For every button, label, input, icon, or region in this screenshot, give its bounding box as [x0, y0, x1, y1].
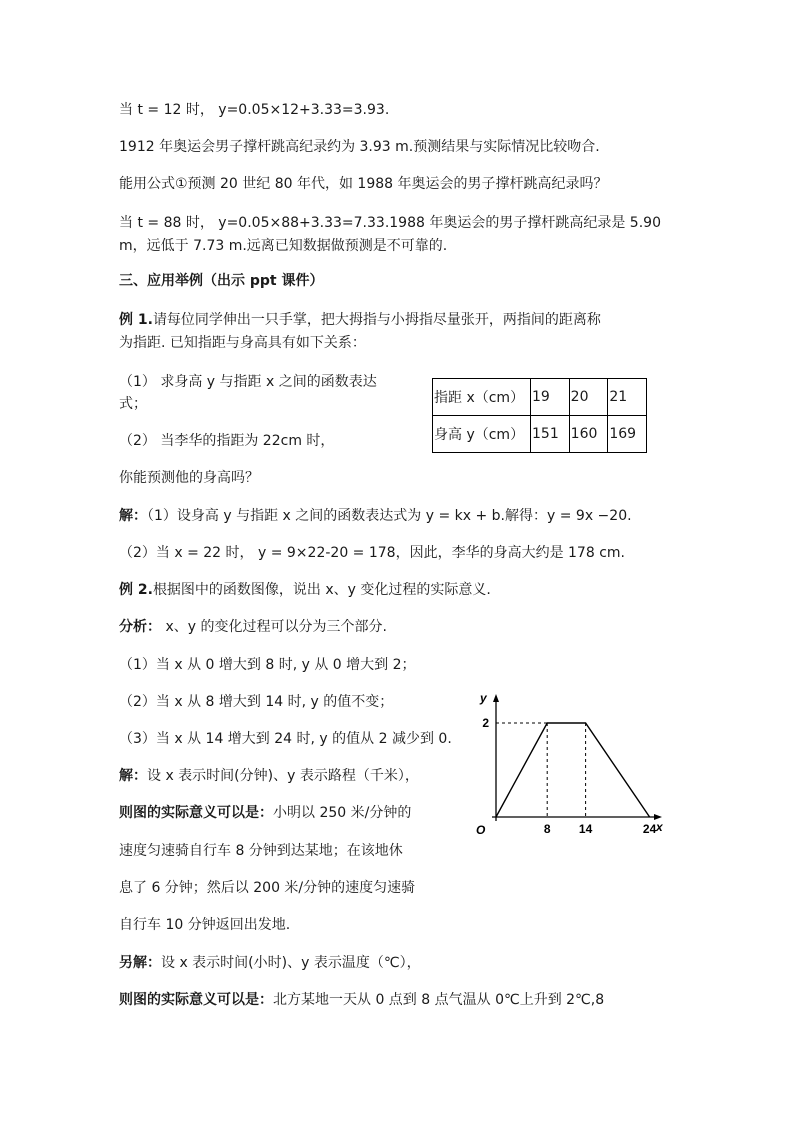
- solution-label: 解：: [119, 508, 147, 524]
- origin-label: O: [476, 823, 486, 837]
- y-axis-arrow: [493, 694, 499, 702]
- guide-lines: [496, 723, 586, 817]
- example1-line1: [119, 310, 601, 330]
- meaning-text-c: 息了 6 分钟；然后以 200 米/分钟的速度匀速骑: [119, 880, 416, 896]
- meaning-label: 则图的实际意义可以是：: [119, 805, 273, 821]
- table-cell: 21: [608, 379, 647, 416]
- example1-q2-text: （2） 当李华的指距为 22cm 时，: [119, 433, 335, 449]
- text-1912-record: 1912 年奥运会男子撑杆跳高纪录约为 3.93 m.预测结果与实际情况比较吻合.: [119, 139, 600, 155]
- section-3-heading: 三、应用举例（出示 ppt 课件）: [119, 273, 324, 289]
- solution-label: 解：: [119, 768, 147, 784]
- example1-text-b: 为指距. 已知指距与身高具有如下关系：: [119, 335, 366, 351]
- alt-meaning-text: 北方某地一天从 0 点到 8 点气温从 0℃上升到 2℃,8: [273, 992, 605, 1008]
- meaning-text-b: 速度匀速骑自行车 8 分钟到达某地；在该地休: [119, 843, 403, 859]
- finger-height-table: [432, 378, 647, 453]
- example1-q2: [119, 431, 334, 451]
- text-t88: 当 t = 88 时， y=0.05×88+3.33=7.33.1988 年奥运会的男子撑杆跳高纪录是 5.90: [119, 215, 661, 231]
- text-t12: 当 t = 12 时， y=0.05×12+3.33=3.93.: [119, 102, 390, 118]
- table-cell: 19: [531, 379, 570, 416]
- x-tick-label: 24: [642, 822, 657, 836]
- example2-label: 例 2.: [119, 582, 153, 598]
- alt-meaning-line: [119, 990, 604, 1010]
- y-tick-label: 2: [482, 716, 489, 730]
- table-header-cell: 指距 x（cm）: [433, 379, 531, 416]
- example1-q1-text: （1） 求身高 y 与指距 x 之间的函数表达: [119, 374, 377, 390]
- example1-q1-line1: [119, 372, 377, 392]
- example1-line2: [119, 333, 366, 353]
- alt-solution-text: 设 x 表示时间(小时)、y 表示温度（℃），: [161, 955, 421, 971]
- meaning-text-d: 自行车 10 分钟返回出发地.: [119, 917, 291, 933]
- stage1-text: （1）当 x 从 0 增大到 8 时, y 从 0 增大到 2；: [119, 657, 416, 673]
- tick-labels: [482, 716, 656, 836]
- text-line-t88: [119, 213, 661, 233]
- stage1-line: [119, 655, 416, 675]
- analysis-text: x、y 的变化过程可以分为三个部分.: [161, 619, 387, 635]
- section-title: [119, 271, 323, 291]
- table-cell: 169: [608, 416, 647, 453]
- table-cell: 160: [569, 416, 608, 453]
- example1-label: 例 1.: [119, 312, 153, 328]
- meaning-line2: [119, 841, 403, 861]
- table-cell: 20: [569, 379, 608, 416]
- alt-meaning-label: 则图的实际意义可以是：: [119, 992, 273, 1008]
- text-prediction-conclusion: m，远低于 7.73 m.远离已知数据做预测是不可靠的.: [119, 238, 448, 254]
- analysis-label: 分析：: [119, 619, 161, 635]
- series-line: [496, 723, 650, 817]
- example2-solution: [119, 766, 419, 786]
- table-header-cell: 身高 y（cm）: [433, 416, 531, 453]
- solution2-text: （2）当 x = 22 时， y = 9×22-20 = 178，因此，李华的身高大约是 178 cm.: [119, 545, 625, 561]
- text-1988-question: 能用公式①预测 20 世纪 80 年代，如 1988 年奥运会的男子撑杆跳高纪录吗？: [119, 176, 608, 192]
- solution-text: 设 x 表示时间(分钟)、y 表示路程（千米），: [147, 768, 419, 784]
- example1-solution1: [119, 506, 632, 526]
- function-graph: [466, 686, 676, 846]
- example2-line: [119, 580, 491, 600]
- example1-q3: [119, 468, 259, 488]
- table-cell: 151: [531, 416, 570, 453]
- text-line-t12: [119, 100, 389, 120]
- x-axis-label: x: [656, 820, 663, 834]
- meaning-line4: [119, 915, 290, 935]
- text-line-question: [119, 174, 608, 194]
- example1-q1-end: 式；: [119, 396, 147, 412]
- meaning-line1: [119, 803, 411, 823]
- meaning-line3: [119, 878, 415, 898]
- alt-solution-line: [119, 953, 421, 973]
- y-axis-label: y: [480, 691, 487, 705]
- stage3-text: （3）当 x 从 14 增大到 24 时, y 的值从 2 减少到 0.: [119, 731, 452, 747]
- alt-solution-label: 另解：: [119, 955, 161, 971]
- solution1-text: （1）设身高 y 与指距 x 之间的函数表达式为 y = kx + b.解得：y = 9x −20.: [147, 508, 632, 524]
- text-line-1912: [119, 137, 600, 157]
- table-row: [433, 379, 647, 416]
- x-tick-label: 14: [578, 822, 593, 836]
- meaning-text-a: 小明以 250 米/分钟的: [273, 805, 412, 821]
- table-row: [433, 416, 647, 453]
- text-line-conclusion: [119, 236, 447, 256]
- example1-q3-text: 你能预测他的身高吗？: [119, 470, 259, 486]
- stage3-line: [119, 729, 452, 749]
- example1-text-a: 请每位同学伸出一只手掌，把大拇指与小拇指尽量张开，两指间的距离称: [152, 312, 601, 328]
- stage2-line: [119, 692, 393, 712]
- example1-q1-line2: [119, 394, 147, 414]
- example2-text: 根据图中的函数图像，说出 x、y 变化过程的实际意义.: [152, 582, 491, 598]
- stage2-text: （2）当 x 从 8 增大到 14 时, y 的值不变；: [119, 694, 394, 710]
- x-tick-label: 8: [543, 822, 551, 836]
- analysis-line: [119, 617, 387, 637]
- example1-solution2: [119, 543, 625, 563]
